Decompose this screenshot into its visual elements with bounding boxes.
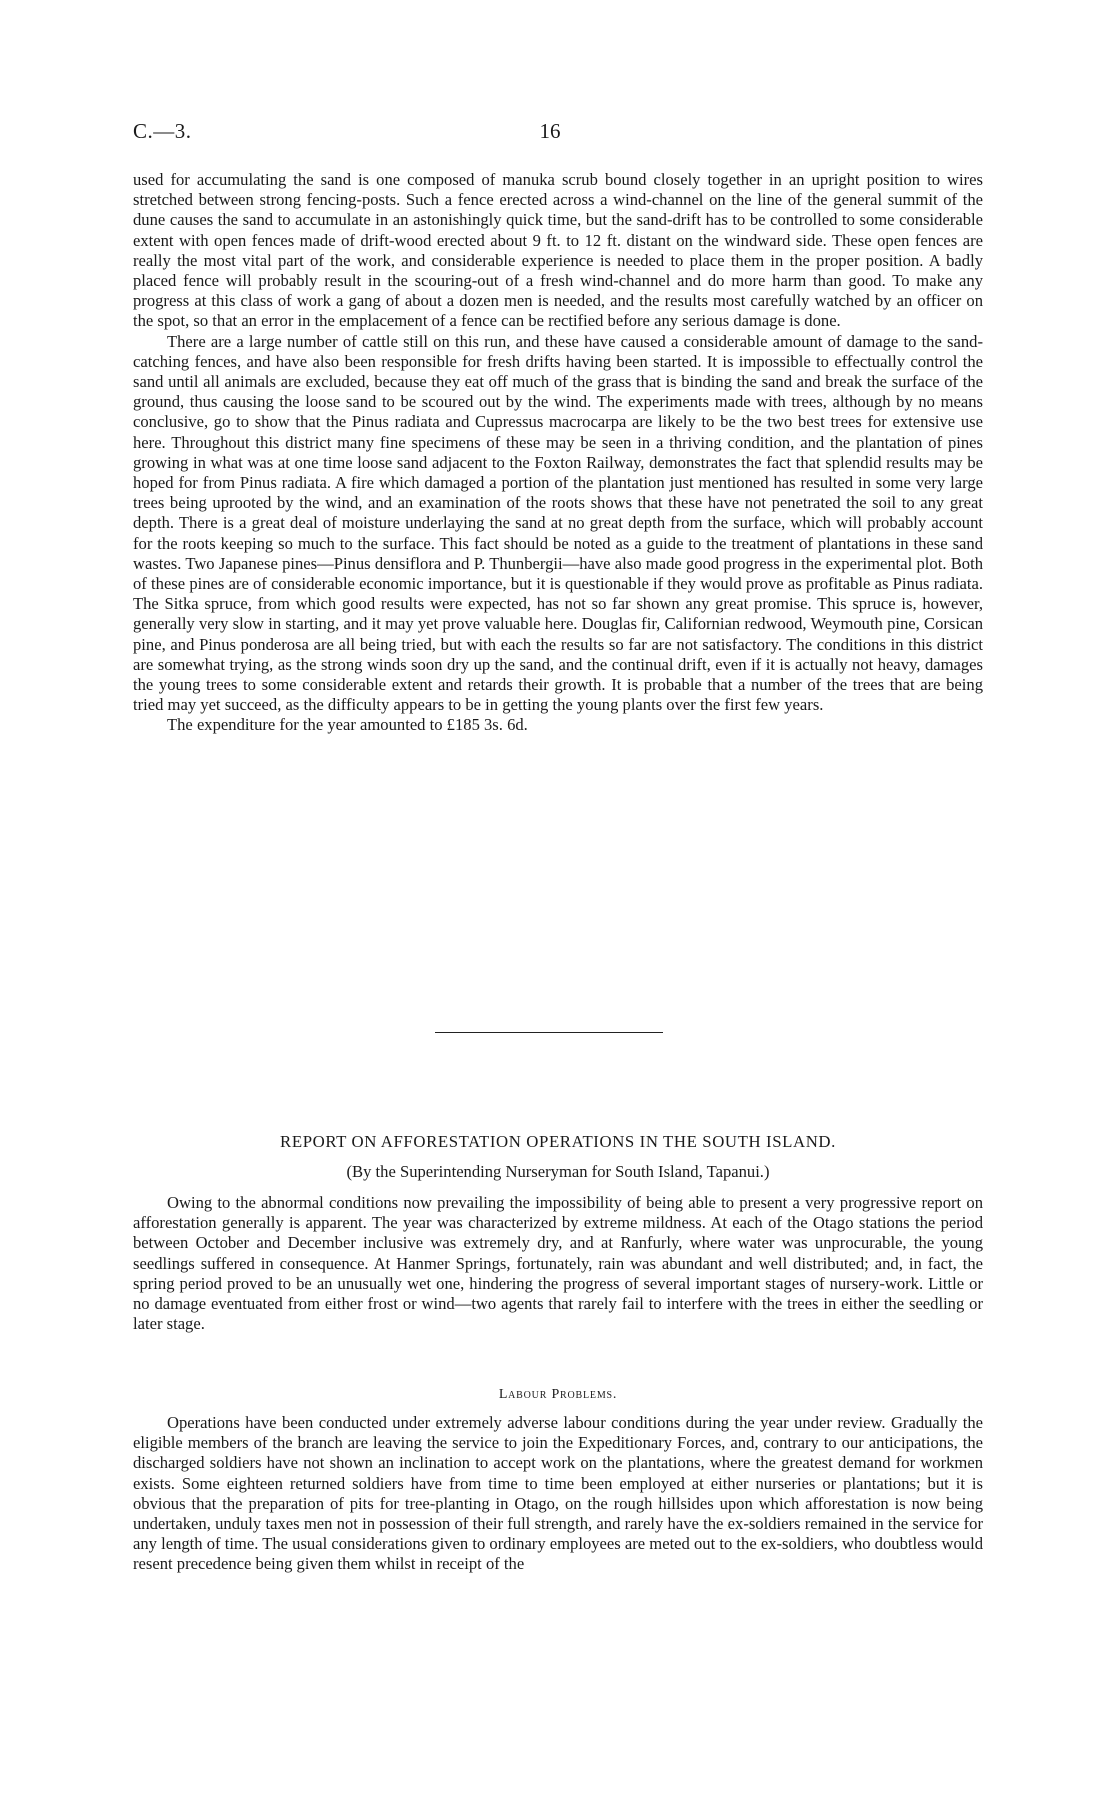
document-reference: C.—3. <box>133 119 192 143</box>
paragraph-labour: Operations have been conducted under extremely adverse labour conditions during the year under review. Gradually the eligible members of the branch are leaving the service to join the Expeditionary Forces, and, contrary to our anticipations, the discharged soldiers have not shown an inclination to accept work on the plantations, where the greatest demand for workmen exists. Some eighteen returned soldiers have from time to time been employed at either nurseries or plantations; but it is obvious that the preparation of pits for tree-planting in Otago, on the rough hillsides upon which afforestation is now being undertaken, unduly taxes men not in possession of their full strength, and rarely have the ex-soldiers remained in the service for any length of time. The usual considerations given to ordinary employees are meted out to the ex-soldiers, who doubtless would resent precedence being given them whilst in receipt of the <box>133 1413 983 1574</box>
page-number: 16 <box>539 119 561 143</box>
report-intro <box>133 1193 983 1334</box>
paragraph-fencing: used for accumulating the sand is one composed of manuka scrub bound closely together in an upright position to wires stretched between strong fencing-posts. Such a fence erected across a wind-channel on the line of the general summit of the dune causes the sand to accumulate in an astonishingly quick time, but the sand-drift has to be controlled to some considerable extent with open fences made of drift-wood erected about 9 ft. to 12 ft. distant on the windward side. These open fences are really the most vital part of the work, and considerable experience is needed to place them in the proper position. A badly placed fence will probably result in the scouring-out of a fresh wind-channel and do more harm than good. To make any progress at this class of work a gang of about a dozen men is needed, and the results most carefully watched by an officer on the spot, so that an error in the emplacement of a fence can be rectified before any serious damage is done. <box>133 170 983 331</box>
report-title: REPORT ON AFFORESTATION OPERATIONS IN THE SOUTH ISLAND. <box>280 1132 836 1151</box>
paragraph-intro: Owing to the abnormal conditions now prevailing the impossibility of being able to present a very progressive report on afforestation generally is apparent. The year was characterized by extreme mildness. At each of the Otago stations the period between October and December inclusive was extremely dry, and at Ranfurly, where water was unprocurable, the young seedlings suffered in consequence. At Hanmer Springs, fortunately, rain was abundant and well distributed; and, in fact, the spring period proved to be an unusually wet one, hindering the progress of several important stages of nursery-work. Little or no damage eventuated from either frost or wind—two agents that rarely fail to interfere with the trees in either the seedling or later stage. <box>133 1193 983 1334</box>
section-heading-labour: Labour Problems. <box>498 1387 618 1402</box>
paragraph-expenditure: The expenditure for the year amounted to £185 3s. 6d. <box>167 715 528 735</box>
labour-section <box>133 1413 983 1575</box>
continued-report-text <box>133 170 983 736</box>
section-divider <box>435 1032 663 1033</box>
report-subtitle: (By the Superintending Nurseryman for South Island, Tapanui.) <box>346 1162 770 1181</box>
paragraph-cattle-and-trees: There are a large number of cattle still on this run, and these have caused a considerable amount of damage to the sand-catching fences, and have also been responsible for fresh drifts having been started. It is impossible to effectually control the sand until all animals are excluded, because they eat off much of the grass that is binding the sand and break the surface of the ground, thus causing the loose sand to be scoured out by the wind. The experiments made with trees, although by no means conclusive, go to show that the Pinus radiata and Cupressus macrocarpa are likely to be the two best trees for extensive use here. Throughout this district many fine specimens of these may be seen in a thriving condition, and the plantation of pines growing in what was at one time loose sand adjacent to the Foxton Railway, demonstrates the fact that splendid results may be hoped for from Pinus radiata. A fire which damaged a portion of the plantation just mentioned has resulted in some very large trees being uprooted by the wind, and an examination of the roots shows that these have not penetrated the soil to any great depth. There is a great deal of moisture underlaying the sand at no great depth from the surface, which will probably account for the roots keeping so much to the surface. This fact should be noted as a guide to the treatment of plantations in these sand wastes. Two Japanese pines—Pinus densiflora and P. Thunbergii—have also made good progress in the experimental plot. Both of these pines are of considerable economic importance, but it is questionable if they would prove as profitable as Pinus radiata. The Sitka spruce, from which good results were expected, has not so far shown any great promise. This spruce is, however, generally very slow in starting, and it may yet prove valuable here. Douglas fir, Californian redwood, Weymouth pine, Corsican pine, and Pinus ponderosa are all being tried, but with each the results so far are not satisfactory. The conditions in this district are somewhat trying, as the strong winds soon dry up the sand, and the continual drift, even if it is actually not heavy, damages the young trees to some considerable extent and retards their growth. It is probable that a number of the trees that are being tried may yet succeed, as the difficulty appears to be in getting the young plants over the first few years. <box>133 331 983 715</box>
